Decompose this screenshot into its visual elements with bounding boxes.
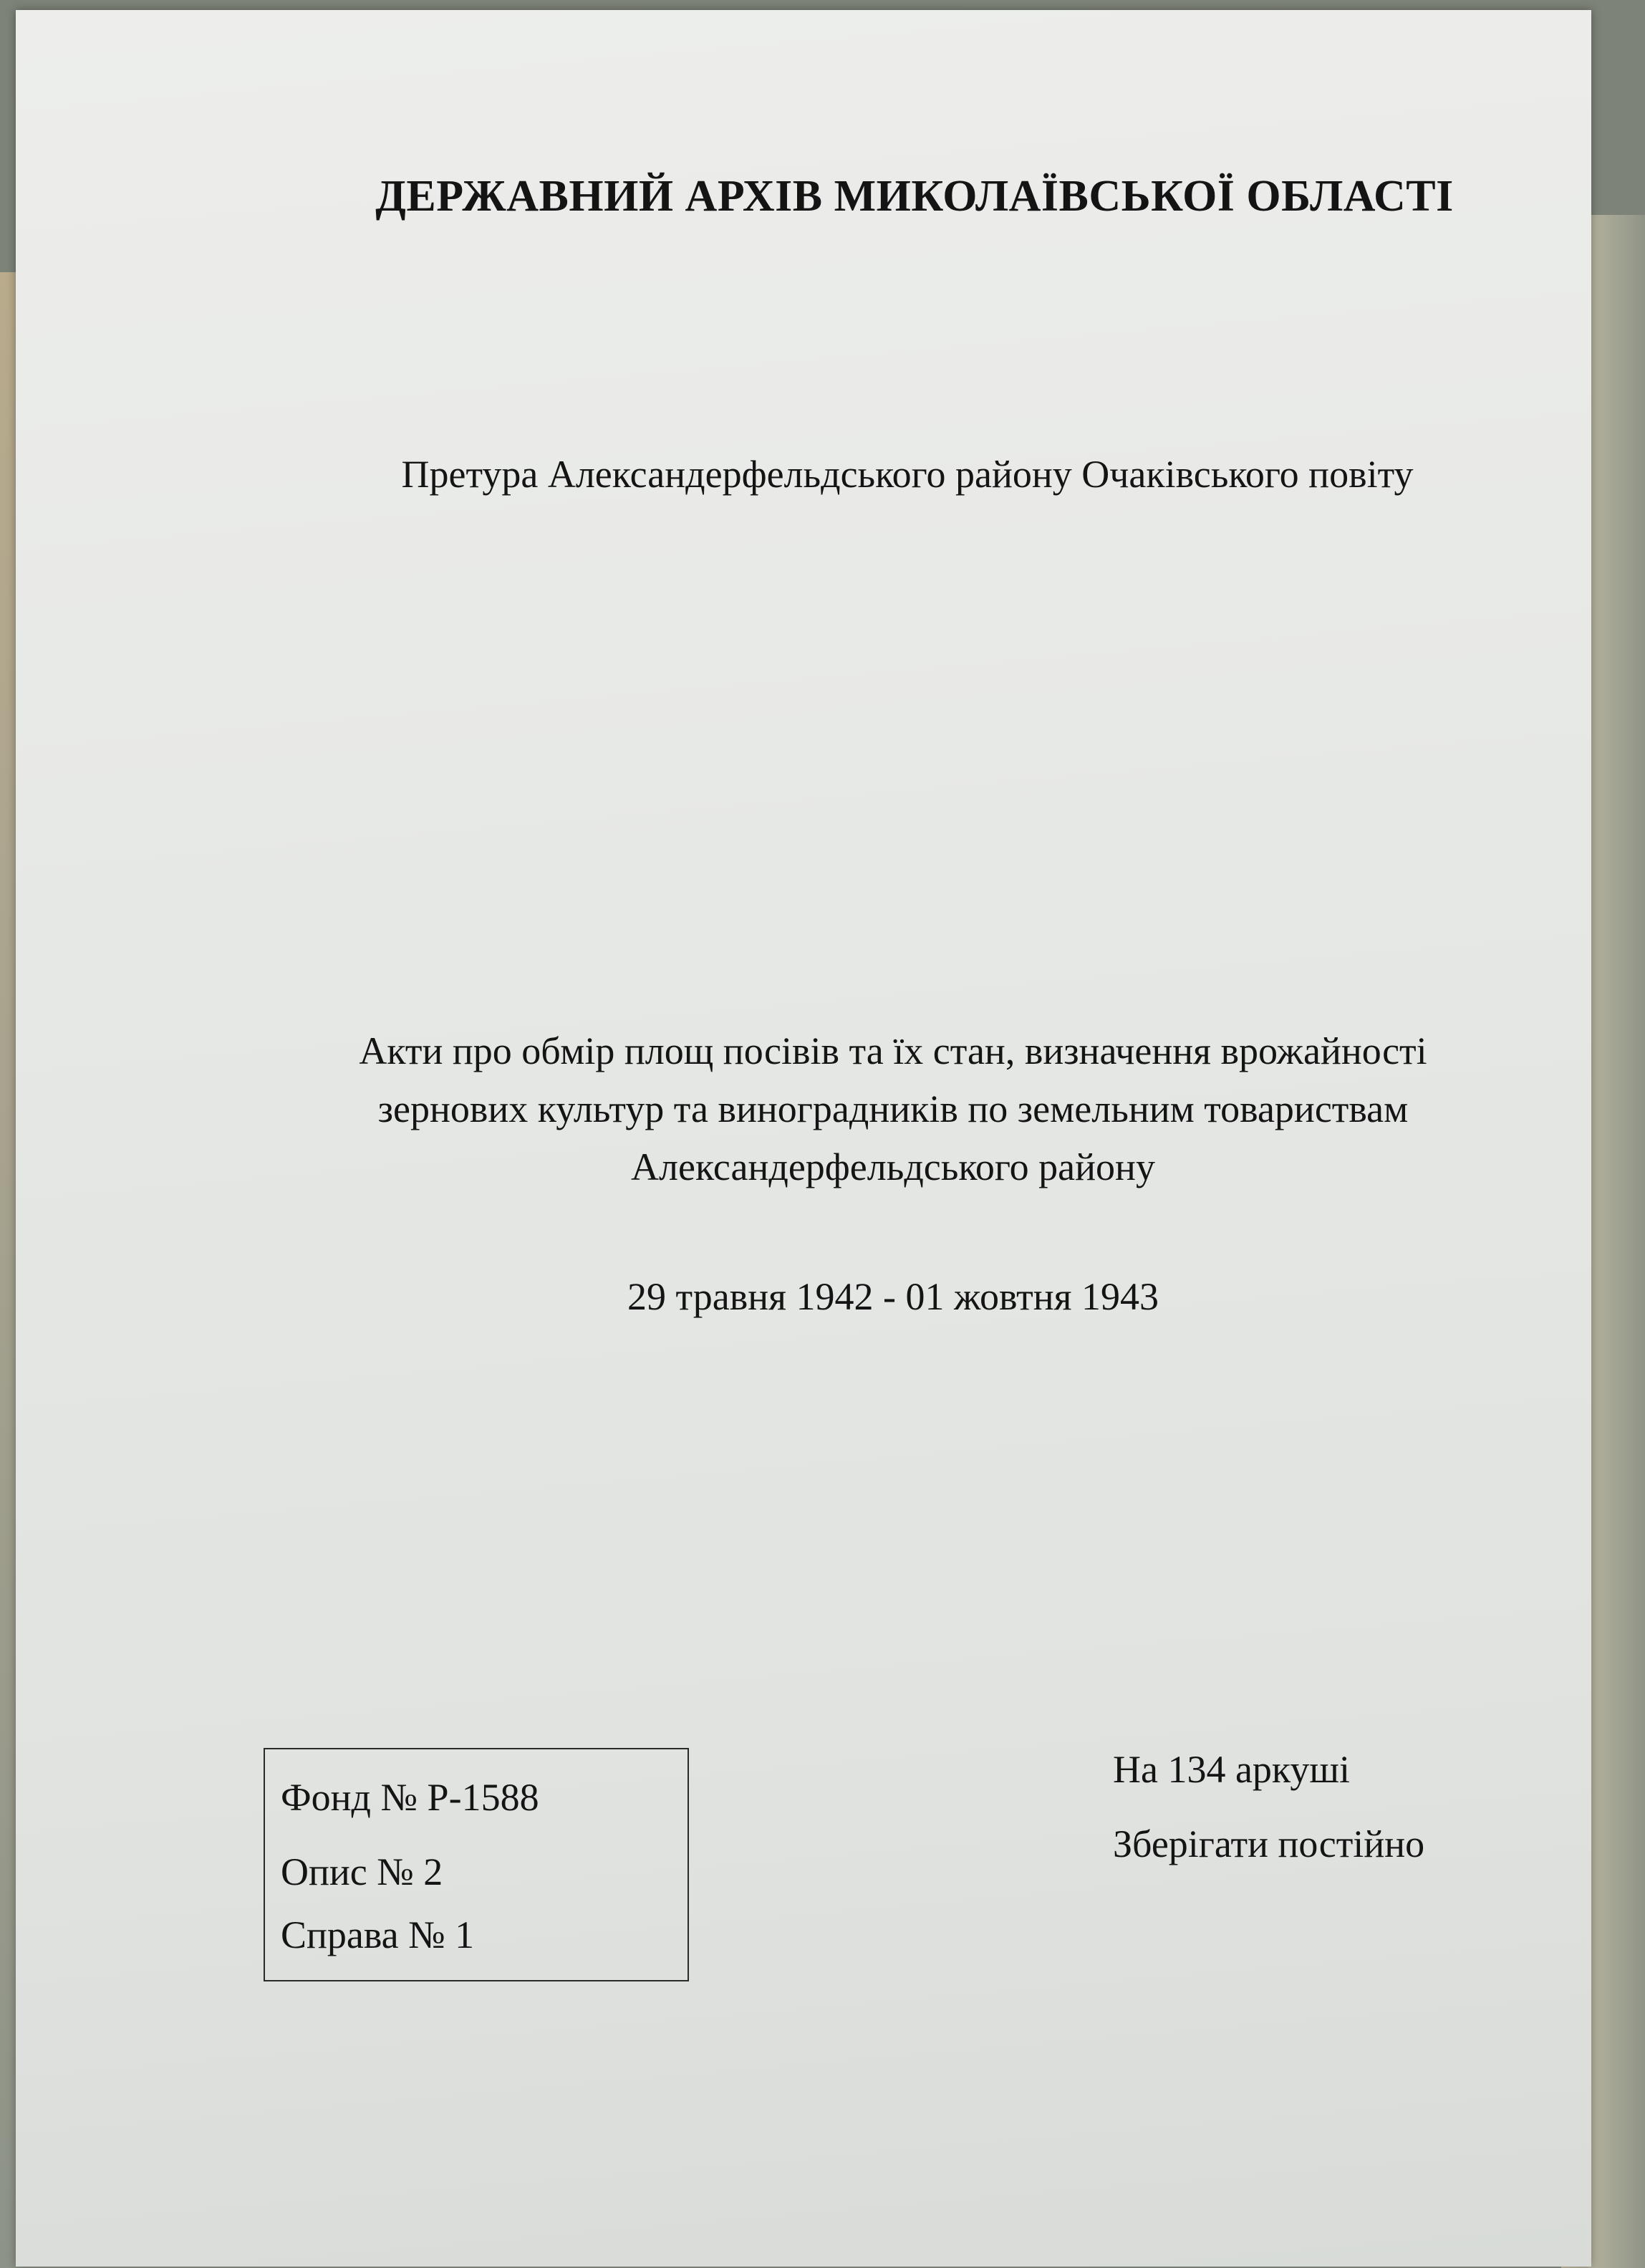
date-range: 29 травня 1942 - 01 жовтня 1943 [627,1275,1159,1318]
case-title-line: зернових культур та виноградників по земельним товариствам [377,1087,1409,1130]
archive-reference-box [264,1748,689,1981]
archive-title: ДЕРЖАВНИЙ АРХІВ МИКОЛАЇВСЬКОЇ ОБЛАСТІ [375,172,1454,221]
sheets-count: На 134 аркуші [1113,1748,1350,1791]
sprava-number: Справа № 1 [281,1913,475,1956]
case-title [16,1022,1645,1196]
fonds-creator: Претура Александерфельдського району Очаківського повіту [401,453,1414,496]
case-title-line: Акти про обмір площ посівів та їх стан, визначення врожайності [359,1029,1427,1072]
fond-number: Фонд № Р-1588 [281,1776,539,1819]
opys-number: Опис № 2 [281,1850,443,1893]
retention-note: Зберігати постійно [1113,1822,1425,1865]
document-cover-sheet [16,10,1591,2267]
case-title-line: Александерфельдського району [631,1145,1155,1188]
